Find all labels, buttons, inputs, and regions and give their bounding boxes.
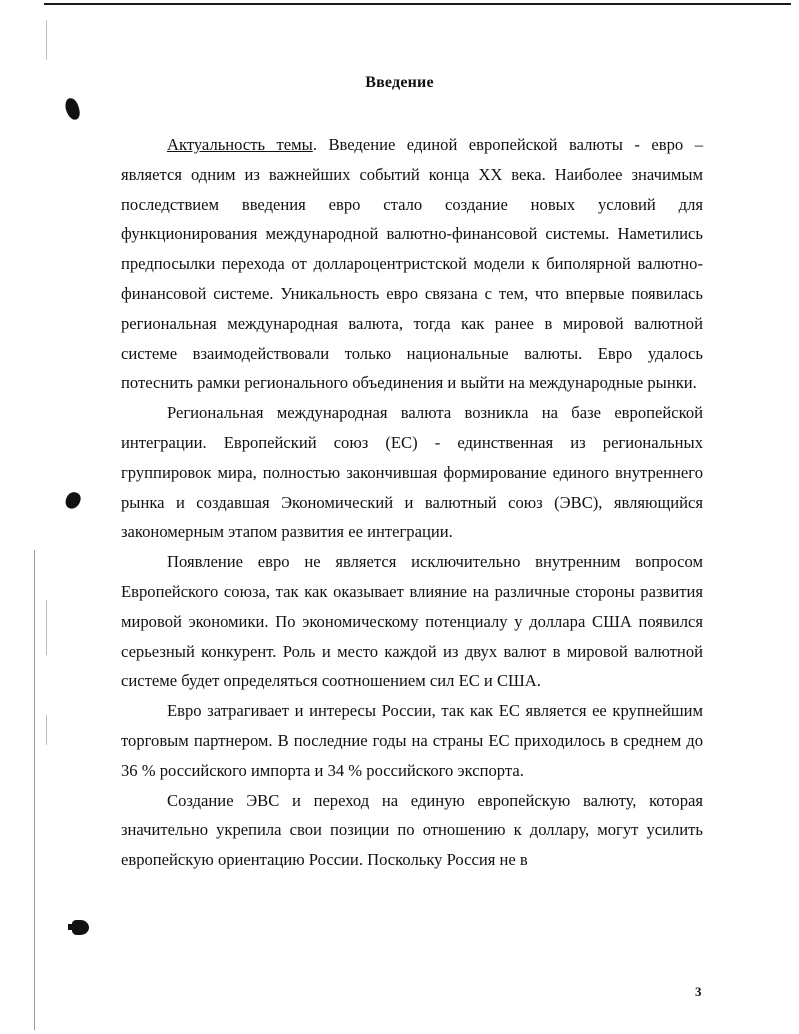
top-scan-border	[44, 3, 791, 5]
left-scan-border	[34, 550, 35, 1030]
body-text	[121, 130, 703, 875]
page-number: 3	[695, 984, 702, 999]
binder-hole-mark	[64, 490, 83, 511]
left-scan-mark	[46, 600, 47, 655]
binder-hole-mark	[72, 920, 89, 935]
paragraph-russia-interests: Евро затрагивает и интересы России, так как ЕС является ее крупнейшим торговым партнером. В последние годы на страны ЕС приходилось в среднем до 36 % российского импорта и 34 % российского экспорта.	[121, 701, 703, 780]
binder-hole-mark	[64, 97, 81, 121]
left-scan-mark	[46, 715, 47, 745]
paragraph-euro-dollar: Появление евро не является исключительно внутренним вопросом Европейского союза, так как оказывает влияние на различные стороны развития мировой экономики. По экономическому потенциалу у доллара США появился серьезный конкурент. Роль и место каждой из двух валют в мировой валютной системе будет определяться соотношением сил ЕС и США.	[121, 552, 703, 691]
paragraph-text: . Введение единой европейской валюты - евро – является одним из важнейших событий конца XX века. Наиболее значимым последствием введения евро стало создание новых условий для функционирования международной валютно-финансовой системы. Наметились предпосылки перехода от доллароцентристской модели к биполярной валютно-финансовой системе. Уникальность евро связана с тем, что впервые появилась региональная международная валюта, тогда как ранее в мировой валютной системе взаимодействовали только национальные валюты. Евро удалось потеснить рамки регионального объединения и выйти на международные рынки.	[121, 135, 703, 393]
relevance-heading: Актуальность темы	[167, 135, 313, 154]
paragraph-regional-currency: Региональная международная валюта возникла на базе европейской интеграции. Европейский союз (ЕС) - единственная из региональных группировок мира, полностью закончившая формирование единого внутреннего рынка и создавшая Экономический и валютный союз (ЭВС), являющийся закономерным этапом развития ее интеграции.	[121, 403, 703, 542]
page-title: Введение	[365, 74, 434, 91]
paragraph-relevance	[121, 130, 703, 398]
left-scan-mark	[46, 20, 47, 60]
paragraph-emu-creation: Создание ЭВС и переход на единую европейскую валюту, которая значительно укрепила свои позиции по отношению к доллару, могут усилить европейскую ориентацию России. Поскольку Россия не в	[121, 790, 703, 870]
